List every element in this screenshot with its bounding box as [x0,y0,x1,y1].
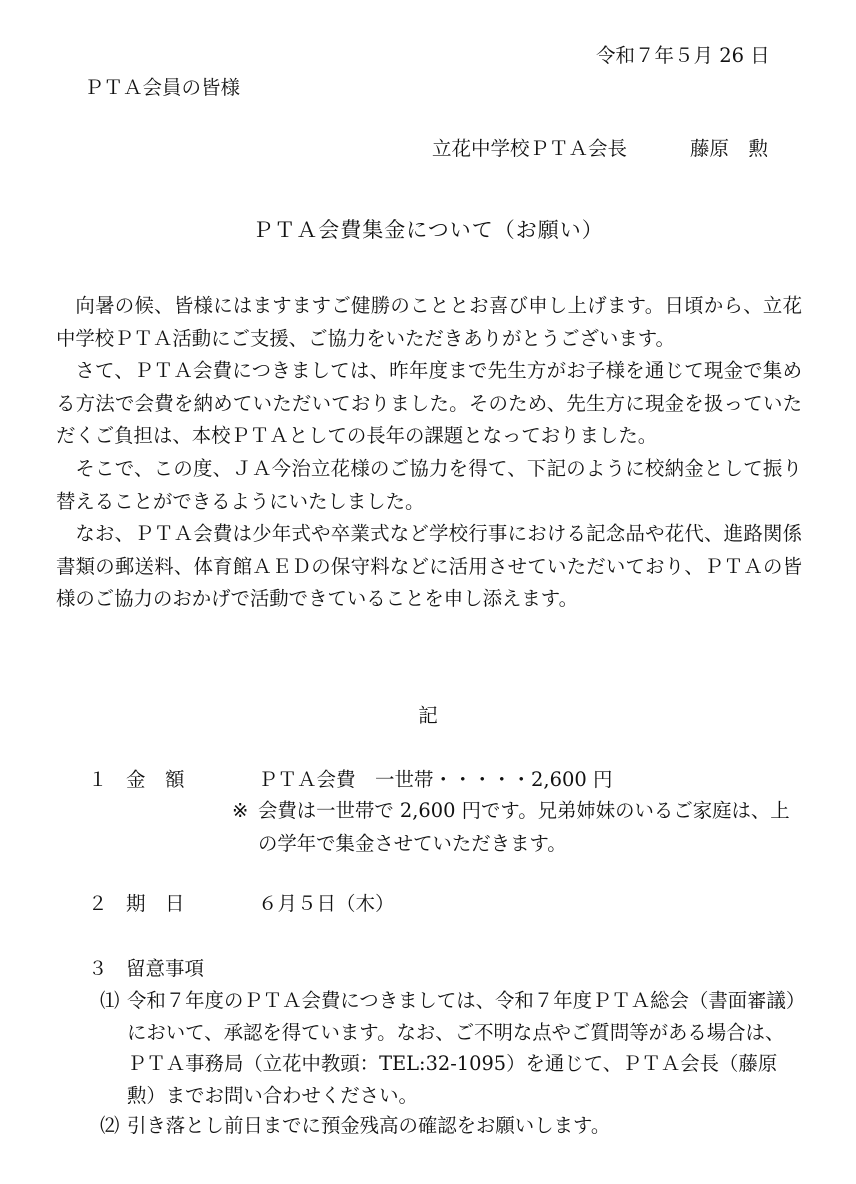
sender-organization: 立花中学校ＰＴＡ会長 [432,137,628,160]
paragraph-background: さて、ＰＴＡ会費につきましては、昨年度まで先生方がお子様を通じて現金で集める方法で会費を納めていただいておりました。そのため、先生方に現金を扱っていただくご負担は、本校ＰＴＡとしての長年の課題となっておりました。 [56,359,802,448]
recipient: ＰＴＡ会員の皆様 [84,76,241,99]
document-date: 令和７年５月 26 日 [596,44,770,67]
paragraph-usage: なお、ＰＴＡ会費は少年式や卒業式など学校行事における記念品や花代、進路関係書類の郵送料、体育館ＡＥＤの保守料などに活用させていただいており、ＰＴＡの皆様のご協力のおかげで活動できていることを申し添えます。 [56,522,802,611]
item3-sub1 [100,985,802,1111]
item2-value: ６月５日（木） [258,892,395,915]
item3-sub2 [100,1110,802,1142]
item1-number: １ [88,768,108,791]
item3-sub1-text: 令和７年度のＰＴＡ会費につきましては、令和７年度ＰＴＡ総会（書面審議）において、承認を得ています。なお、ご不明な点やご質問等がある場合は、ＰＴＡ事務局（立花中教頭：TEL:32-1095）を通じて、ＰＴＡ会長（藤原勲）までお問い合わせください。 [127,989,796,1107]
item3-sub2-text: 引き落とし前日までに預金残高の確認をお願いします。 [127,1114,611,1137]
item3-label: 留意事項 [126,957,205,980]
item1-label: 金 額 [126,768,185,791]
item1-note [232,795,802,860]
paragraph-greeting: 向暑の候、皆様にはますますご健勝のこととお喜び申し上げます。日頃から、立花中学校ＰＴＡ活動にご支援、ご協力をいただきありがとうございます。 [56,294,802,350]
item2-number: ２ [88,892,108,915]
document-title: ＰＴＡ会費集金について（お願い） [252,218,604,242]
item3-sub2-number: ⑵ [100,1114,120,1137]
item1-value: ＰＴＡ会費 一世帯・・・・・2,600 円 [258,768,613,791]
item2-label: 期 日 [126,892,185,915]
item3-number: ３ [88,957,108,980]
item1-note-text: 会費は一世帯で 2,600 円です。兄弟姉妹のいるご家庭は、上の学年で集金させていただきます。 [258,799,790,855]
item3-sub1-number: ⑴ [100,989,120,1012]
note-mark: ※ [232,799,249,822]
body-text [56,290,802,616]
sender-name: 藤原 勲 [690,137,769,160]
paragraph-change: そこで、この度、ＪＡ今治立花様のご協力を得て、下記のように校納金として振り替えることができるようにいたしました。 [56,456,802,513]
ki-heading: 記 [418,704,438,727]
